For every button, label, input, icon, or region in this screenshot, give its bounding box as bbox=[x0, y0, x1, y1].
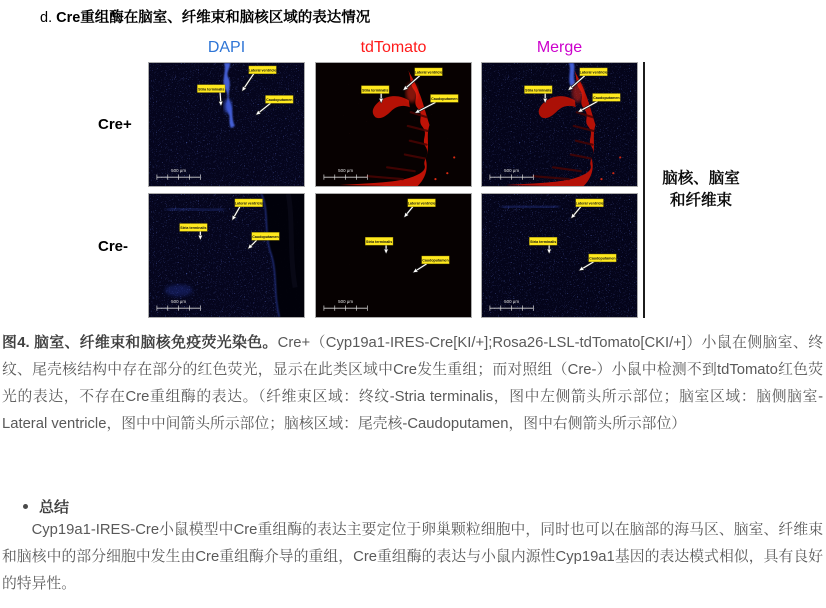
figure-side-label bbox=[648, 168, 754, 212]
summary-heading bbox=[23, 496, 69, 517]
column-header-merge: Merge bbox=[536, 39, 583, 56]
panel-cre-minus-tdtomato bbox=[315, 193, 472, 318]
figure-caption bbox=[2, 330, 823, 438]
summary-paragraph: Cyp19a1-IRES-Cre小鼠模型中Cre重组酶的表达主要定位于卵巢颗粒细胞中，同时也可以在脑部的海马区、脑室、纤维束和脑核中的部分细胞中发生由Cre重组酶介导的重组，Cre重组酶的表达与小鼠内源性Cyp19a1基因的表达模式相似，具有良好的特异性。 bbox=[2, 522, 823, 592]
column-header-tdtomato: tdTomato bbox=[360, 39, 427, 56]
svg-text:Lateral ventricle: Lateral ventricle bbox=[414, 70, 443, 75]
svg-text:Stria terminalis: Stria terminalis bbox=[530, 240, 557, 245]
svg-text:500 μm: 500 μm bbox=[171, 299, 187, 305]
row-label-cre-minus: Cre- bbox=[98, 238, 129, 255]
svg-text:Caudoputamen: Caudoputamen bbox=[252, 235, 279, 240]
section-heading-title: Cre重组酶在脑室、纤维束和脑核区域的表达情况 bbox=[56, 10, 371, 26]
svg-text:500 μm: 500 μm bbox=[504, 168, 520, 174]
panel-cre-plus-merge bbox=[481, 62, 638, 187]
svg-text:Caudoputamen: Caudoputamen bbox=[422, 258, 449, 263]
svg-text:Caudoputamen: Caudoputamen bbox=[266, 98, 293, 103]
svg-text:500 μm: 500 μm bbox=[171, 168, 187, 174]
svg-text:Lateral ventricle: Lateral ventricle bbox=[407, 201, 436, 206]
figure-caption-body: Cre+（Cyp19a1-IRES-Cre[KI/+];Rosa26-LSL-tdTomato[CKI/+]）小鼠在侧脑室、终纹、尾壳核结构中存在部分的红色荧光，显示在此类区域中Cre发生重组；而对照组（Cre-）小鼠中检测不到tdTomato红色荧光的表达，不存在Cre重组酶的表达。（纤维束区域：终纹-Stria terminalis，图中左侧箭头所示部位；脑室区域：脑侧脑室-Lateral ventricle，图中中间箭头所示部位；脑核区域：尾壳核-Caudoputamen，图中右侧箭头所示部位） bbox=[2, 335, 823, 432]
svg-text:Stria terminalis: Stria terminalis bbox=[366, 240, 393, 245]
svg-text:Lateral ventricle: Lateral ventricle bbox=[579, 70, 608, 75]
svg-text:Lateral ventricle: Lateral ventricle bbox=[575, 201, 604, 206]
panel-cre-plus-tdtomato bbox=[315, 62, 472, 187]
panel-cre-plus-dapi bbox=[148, 62, 305, 187]
svg-text:Lateral ventricle: Lateral ventricle bbox=[234, 201, 263, 206]
figure-side-label-line1: 脑核、脑室 bbox=[662, 170, 740, 187]
figure-caption-lead: 图4. 脑室、纤维束和脑核免疫荧光染色。 bbox=[2, 335, 278, 351]
svg-text:500 μm: 500 μm bbox=[338, 168, 354, 174]
panel-cre-minus-dapi bbox=[148, 193, 305, 318]
figure-bracket-line bbox=[643, 62, 645, 318]
column-header-dapi: DAPI bbox=[207, 39, 246, 56]
svg-text:Caudoputamen: Caudoputamen bbox=[431, 97, 458, 102]
bullet-icon bbox=[23, 504, 28, 509]
panel-cre-minus-merge bbox=[481, 193, 638, 318]
svg-text:Stria terminalis: Stria terminalis bbox=[362, 88, 389, 93]
svg-text:500 μm: 500 μm bbox=[504, 299, 520, 305]
summary-title: 总结 bbox=[39, 499, 70, 516]
section-heading bbox=[40, 6, 370, 27]
svg-text:Caudoputamen: Caudoputamen bbox=[593, 96, 620, 101]
svg-text:Stria terminalis: Stria terminalis bbox=[180, 226, 207, 231]
section-heading-prefix: d. bbox=[40, 10, 57, 26]
row-label-cre-plus: Cre+ bbox=[98, 116, 132, 133]
svg-text:Stria terminalis: Stria terminalis bbox=[525, 88, 552, 93]
figure-side-label-line2: 和纤维束 bbox=[669, 192, 732, 209]
svg-text:500 μm: 500 μm bbox=[338, 299, 354, 305]
svg-text:Stria terminalis: Stria terminalis bbox=[198, 87, 225, 92]
svg-text:Caudoputamen: Caudoputamen bbox=[589, 256, 616, 261]
svg-text:Lateral ventricle: Lateral ventricle bbox=[248, 68, 277, 73]
